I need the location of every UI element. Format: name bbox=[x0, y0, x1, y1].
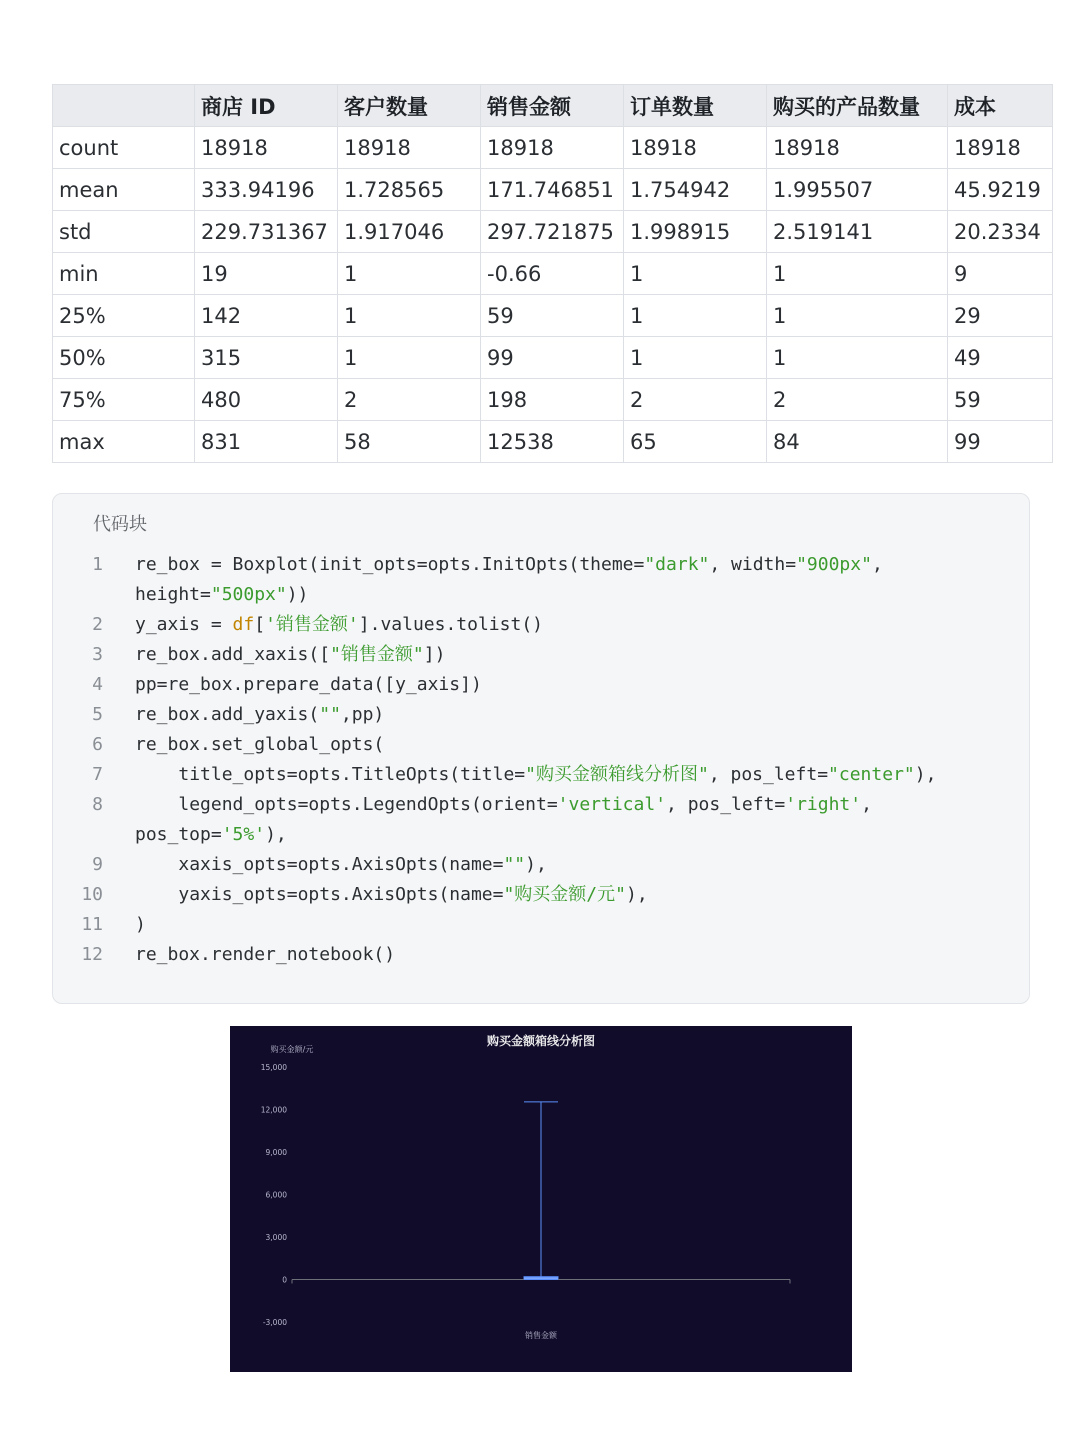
code-text bbox=[135, 730, 999, 760]
code-token: ].values.tolist() bbox=[358, 614, 543, 635]
column-header: 成本 bbox=[948, 85, 1053, 127]
code-token: [ bbox=[254, 614, 266, 635]
code-token: ]) bbox=[423, 644, 446, 665]
code-string: "" bbox=[503, 854, 526, 875]
table-header-row bbox=[53, 85, 1053, 127]
table-cell: 20.2334 bbox=[948, 211, 1053, 253]
y-axis-name: 购买金额/元 bbox=[270, 1045, 314, 1054]
code-token: pp=re_box.prepare_data([y_axis]) bbox=[135, 674, 482, 695]
y-tick-label: 15,000 bbox=[260, 1063, 287, 1072]
line-number: 3 bbox=[92, 644, 103, 665]
table-cell: 49 bbox=[948, 337, 1053, 379]
table-cell: 1 bbox=[767, 337, 948, 379]
column-header: 销售金额 bbox=[481, 85, 624, 127]
table-cell: 18918 bbox=[948, 127, 1053, 169]
table-cell: 1 bbox=[338, 337, 481, 379]
line-number: 10 bbox=[81, 884, 103, 905]
code-text bbox=[135, 850, 999, 880]
code-line bbox=[53, 910, 1029, 940]
table-cell: 59 bbox=[481, 295, 624, 337]
code-text bbox=[135, 940, 999, 970]
table-cell: 198 bbox=[481, 379, 624, 421]
table-cell: 18918 bbox=[767, 127, 948, 169]
column-header: 客户数量 bbox=[338, 85, 481, 127]
table-cell: 1.754942 bbox=[624, 169, 767, 211]
code-token: re_box = Boxplot(init_opts=opts.InitOpts(theme= bbox=[135, 554, 645, 575]
code-text bbox=[135, 910, 999, 940]
describe-table bbox=[52, 84, 1053, 463]
row-label: 75% bbox=[53, 379, 195, 421]
table-cell: 1.995507 bbox=[767, 169, 948, 211]
table-row bbox=[53, 337, 1053, 379]
code-token: , width= bbox=[709, 554, 797, 575]
code-token: title_opts=opts.TitleOpts(title= bbox=[135, 764, 526, 785]
table-cell: 2 bbox=[624, 379, 767, 421]
table-cell: 1 bbox=[767, 295, 948, 337]
code-text bbox=[135, 610, 999, 640]
table-cell: 18918 bbox=[481, 127, 624, 169]
code-token: yaxis_opts=opts.AxisOpts(name= bbox=[135, 884, 504, 905]
column-header: 商店 ID bbox=[195, 85, 338, 127]
table-cell: 1 bbox=[338, 295, 481, 337]
code-token: legend_opts=opts.LegendOpts(orient= bbox=[135, 794, 558, 815]
table-cell: 99 bbox=[481, 337, 624, 379]
code-token: , pos_top= bbox=[135, 794, 872, 845]
row-label: 25% bbox=[53, 295, 195, 337]
table-cell: 45.9219 bbox=[948, 169, 1053, 211]
code-text bbox=[135, 760, 999, 790]
code-token: re_box.add_yaxis( bbox=[135, 704, 320, 725]
line-number: 7 bbox=[92, 764, 103, 785]
code-string: "购买金额箱线分析图" bbox=[525, 764, 709, 785]
code-token: ), bbox=[525, 854, 547, 875]
table-cell: -0.66 bbox=[481, 253, 624, 295]
row-label: 50% bbox=[53, 337, 195, 379]
describe-table-container bbox=[52, 84, 1041, 466]
line-number: 6 bbox=[92, 734, 103, 755]
code-string: "dark" bbox=[644, 554, 710, 575]
table-cell: 12538 bbox=[481, 421, 624, 463]
table-row bbox=[53, 127, 1053, 169]
table-cell: 333.94196 bbox=[195, 169, 338, 211]
table-cell: 18918 bbox=[338, 127, 481, 169]
code-block-title: 代码块 bbox=[93, 514, 147, 535]
table-cell: 1 bbox=[624, 253, 767, 295]
code-token: ), bbox=[914, 764, 937, 785]
table-cell: 18918 bbox=[624, 127, 767, 169]
code-line bbox=[53, 670, 1029, 700]
code-token: ), bbox=[625, 884, 648, 905]
code-string: '销售金额' bbox=[265, 614, 359, 635]
code-line bbox=[53, 850, 1029, 880]
code-line bbox=[53, 880, 1029, 910]
y-tick-label: 0 bbox=[282, 1275, 287, 1285]
line-number: 5 bbox=[92, 704, 103, 725]
table-cell: 831 bbox=[195, 421, 338, 463]
code-token: re_box.render_notebook() bbox=[135, 944, 396, 965]
code-token: , height= bbox=[135, 554, 883, 605]
table-cell: 18918 bbox=[195, 127, 338, 169]
code-string: '5%' bbox=[221, 824, 266, 845]
chart-title: 购买金额箱线分析图 bbox=[486, 1034, 596, 1048]
table-cell: 84 bbox=[767, 421, 948, 463]
y-tick-label: -3,000 bbox=[262, 1318, 287, 1327]
line-number: 8 bbox=[92, 794, 103, 815]
table-cell: 2 bbox=[767, 379, 948, 421]
code-text bbox=[135, 640, 999, 670]
y-tick-label: 6,000 bbox=[265, 1190, 287, 1200]
table-row bbox=[53, 211, 1053, 253]
table-cell: 19 bbox=[195, 253, 338, 295]
code-string: "500px" bbox=[210, 584, 287, 605]
code-string: "销售金额" bbox=[330, 644, 424, 665]
code-line bbox=[53, 940, 1029, 970]
code-text bbox=[135, 670, 999, 700]
boxplot-svg bbox=[230, 1026, 852, 1372]
table-cell: 9 bbox=[948, 253, 1053, 295]
table-row bbox=[53, 295, 1053, 337]
code-string: 'vertical' bbox=[557, 794, 667, 815]
code-text bbox=[135, 700, 999, 730]
table-cell: 315 bbox=[195, 337, 338, 379]
code-token: re_box.set_global_opts( bbox=[135, 734, 385, 755]
table-cell: 1.917046 bbox=[338, 211, 481, 253]
code-line bbox=[53, 790, 1029, 850]
table-cell: 29 bbox=[948, 295, 1053, 337]
code-line bbox=[53, 640, 1029, 670]
code-token: , pos_left= bbox=[708, 764, 829, 785]
table-cell: 65 bbox=[624, 421, 767, 463]
table-cell: 229.731367 bbox=[195, 211, 338, 253]
code-token: )) bbox=[286, 584, 309, 605]
table-cell: 297.721875 bbox=[481, 211, 624, 253]
code-line bbox=[53, 610, 1029, 640]
code-token: xaxis_opts=opts.AxisOpts(name= bbox=[135, 854, 504, 875]
code-token: ,pp) bbox=[340, 704, 385, 725]
column-header: 购买的产品数量 bbox=[767, 85, 948, 127]
code-line bbox=[53, 760, 1029, 790]
row-label: min bbox=[53, 253, 195, 295]
table-row bbox=[53, 253, 1053, 295]
y-tick-label: 3,000 bbox=[265, 1233, 287, 1242]
table-cell: 1.998915 bbox=[624, 211, 767, 253]
code-token: ), bbox=[265, 824, 287, 845]
code-line bbox=[53, 730, 1029, 760]
table-cell: 58 bbox=[338, 421, 481, 463]
line-number: 4 bbox=[92, 674, 103, 695]
line-number: 12 bbox=[81, 944, 103, 965]
table-cell: 1 bbox=[338, 253, 481, 295]
code-line bbox=[53, 550, 1029, 610]
line-number: 11 bbox=[81, 914, 103, 935]
row-label: max bbox=[53, 421, 195, 463]
boxplot-chart bbox=[230, 1026, 852, 1372]
code-text bbox=[135, 550, 999, 610]
table-row bbox=[53, 379, 1053, 421]
table-cell: 1 bbox=[624, 337, 767, 379]
line-number: 2 bbox=[92, 614, 103, 635]
code-line bbox=[53, 700, 1029, 730]
code-token: , pos_left= bbox=[666, 794, 786, 815]
table-cell: 2.519141 bbox=[767, 211, 948, 253]
row-label: count bbox=[53, 127, 195, 169]
table-row bbox=[53, 421, 1053, 463]
table-cell: 171.746851 bbox=[481, 169, 624, 211]
table-cell: 142 bbox=[195, 295, 338, 337]
code-string: 'right' bbox=[785, 794, 862, 815]
row-label: std bbox=[53, 211, 195, 253]
x-category-label: 销售金额 bbox=[525, 1331, 557, 1340]
line-number: 9 bbox=[92, 854, 103, 875]
table-row bbox=[53, 169, 1053, 211]
code-lines bbox=[53, 550, 1029, 970]
code-token: y_axis = bbox=[135, 614, 233, 635]
code-token: ) bbox=[135, 914, 146, 935]
code-keyword: df bbox=[232, 614, 255, 635]
code-string: "购买金额/元" bbox=[503, 884, 626, 905]
table-cell: 1 bbox=[624, 295, 767, 337]
table-cell: 480 bbox=[195, 379, 338, 421]
code-text bbox=[135, 790, 999, 850]
header-index-cell bbox=[53, 85, 195, 127]
row-label: mean bbox=[53, 169, 195, 211]
table-cell: 59 bbox=[948, 379, 1053, 421]
line-number: 1 bbox=[92, 554, 103, 575]
code-string: "" bbox=[319, 704, 341, 725]
table-cell: 99 bbox=[948, 421, 1053, 463]
y-tick-label: 12,000 bbox=[260, 1105, 287, 1115]
code-string: "center" bbox=[828, 764, 915, 785]
table-cell: 1 bbox=[767, 253, 948, 295]
y-tick-label: 9,000 bbox=[265, 1148, 287, 1157]
code-text bbox=[135, 880, 999, 910]
column-header: 订单数量 bbox=[624, 85, 767, 127]
code-block bbox=[52, 493, 1030, 1004]
code-token: re_box.add_xaxis([ bbox=[135, 644, 331, 665]
code-string: "900px" bbox=[796, 554, 872, 575]
table-cell: 1.728565 bbox=[338, 169, 481, 211]
table-cell: 2 bbox=[338, 379, 481, 421]
